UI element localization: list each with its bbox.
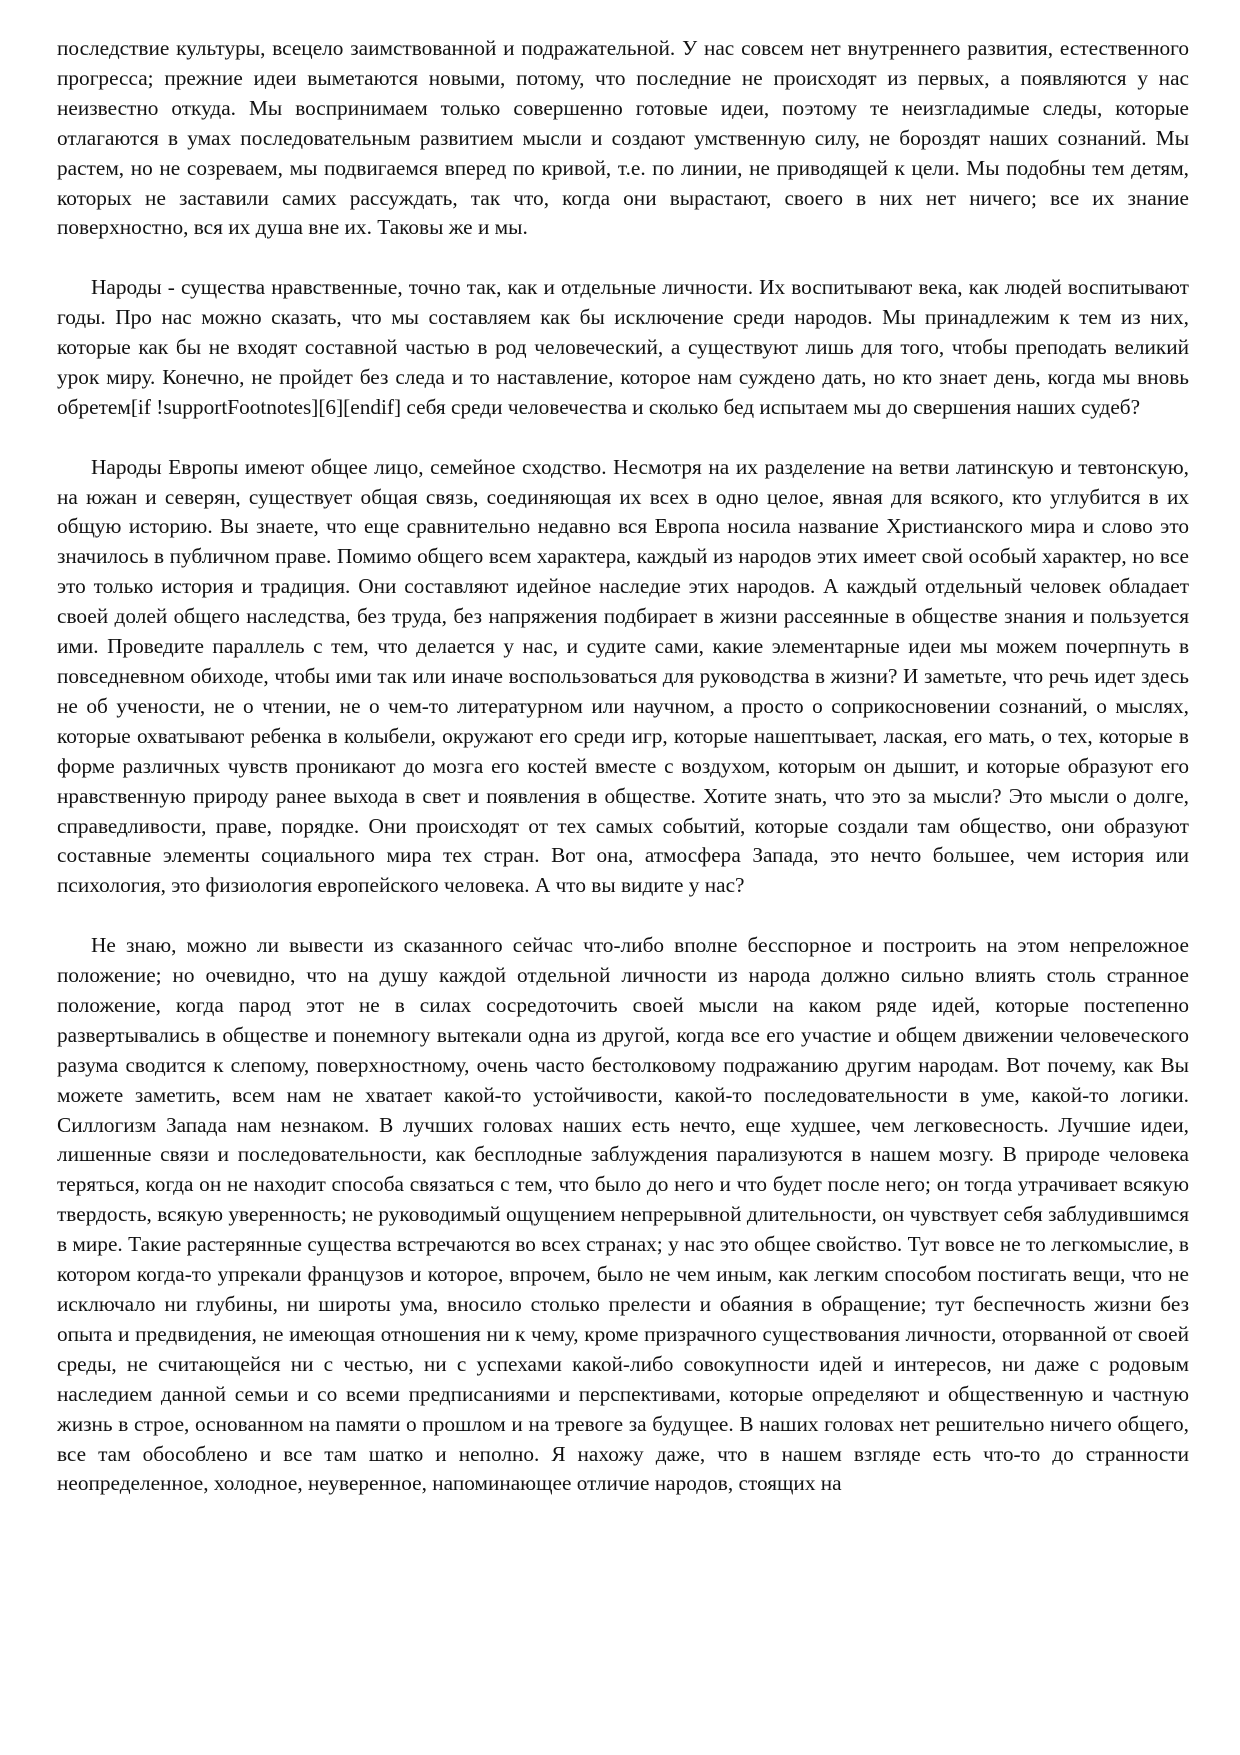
paragraph-peoples-of-europe: Народы Европы имеют общее лицо, семейное сходство. Несмотря на их разделение на ветви латинскую и тевтонскую, на южан и северян, существует общая связь, соединяющая их всех в одно целое, явная для всякого, кто углубится в их общую историю. Вы знаете, что еще сравнительно недавно вся Европа носила название Христианского мира и слово это значилось в публичном праве. Помимо общего всем характера, каждый из народов этих имеет свой особый характер, но все это только история и традиция. Они составляют идейное наследие этих народов. А каждый отдельный человек обладает своей долей общего наследства, без труда, без напряжения подбирает в жизни рассеянные в обществе знания и пользуется ими. Проведите параллель с тем, что делается у нас, и судите сами, какие элементарные идеи мы можем почерпнуть в повседневном обиходе, чтобы ими так или иначе воспользоваться для руководства в жизни? И заметьте, что речь идет здесь не об учености, не о чтении, не о чем-то литературном или научном, а просто о соприкосновении сознаний, о мыслях, которые охватывают ребенка в колыбели, окружают его среди игр, которые нашептывает, лаская, его мать, о тех, которые в форме различных чувств проникают до мозга его костей вместе с воздухом, которым он дышит, и которые образуют его нравственную природу ранее выхода в свет и появления в обществе. Хотите знать, что это за мысли? Это мысли о долге, справедливости, праве, порядке. Они происходят от тех самых событий, которые создали там общество, они образуют составные элементы социального мира тех стран. Вот она, атмосфера Запада, это нечто большее, чем история или психология, это физиология европейского человека. А что вы видите у нас? [57,454,1189,898]
paragraph-continuation: последствие культуры, всецело заимствованной и подражательной. У нас совсем нет внутреннего развития, естественного прогресса; прежние идеи выметаются новыми, потому, что последние не происходят из первых, а появляются у нас неизвестно откуда. Мы воспринимаем только совершенно готовые идеи, поэтому те неизгладимые следы, которые отлагаются в умах последовательным развитием мысли и создают умственную силу, не бороздят наших сознаний. Мы растем, но не созреваем, мы подвигаемся вперед по кривой, т.е. по линии, не приводящей к цели. Мы подобны тем детям, которых не заставили самих рассуждать, так что, когда они вырастают, своего в них нет ничего; все их знание поверхностно, вся их душа вне их. Таковы же и мы. [57,36,1189,240]
paragraph-strange-position: Не знаю, можно ли вывести из сказанного сейчас что-либо вполне бесспорное и построить на этом непреложное положение; но очевидно, что на душу каждой отдельной личности из народа должно сильно влиять столь странное положение, когда парод этот не в силах сосредоточить своей мысли на каком ряде идей, которые постепенно развертывались в обществе и понемногу вытекали одна из другой, когда все его участие и общем движении человеческого разума сводится к слепому, поверхностному, очень часто бестолковому подражанию другим народам. Вот почему, как Вы можете заметить, всем нам не хватает какой-то устойчивости, какой-то последовательности в уме, какой-то логики. Силлогизм Запада нам незнаком. В лучших головах наших есть нечто, еще худшее, чем легковесность. Лучшие идеи, лишенные связи и последовательности, как бесплодные заблуждения парализуются в нашем мозгу. В природе человека теряться, когда он не находит способа связаться с тем, что было до него и что будет после него; он тогда утрачивает всякую твердость, всякую уверенность; не руководимый ощущением непрерывной длительности, он чувствует себя заблудившимся в мире. Такие растерянные существа встречаются во всех странах; у нас это общее свойство. Тут вовсе не то легкомыслие, в котором когда-то упрекали французов и которое, впрочем, было не чем иным, как легким способом постигать вещи, что не исключало ни глубины, ни широты ума, вносило столько прелести и обаяния в обращение; тут беспечность жизни без опыта и предвидения, не имеющая отношения ни к чему, кроме призрачного существования личности, оторванной от своей среды, не считающейся ни с честью, ни с успехами какой-либо совокупности идей и интересов, ни даже с родовым наследием данной семьи и со всеми предписаниями и перспективами, которые определяют и общественную и частную жизнь в строе, основанном на памяти о прошлом и на тревоге за будущее. В наших головах нет решительно ничего общего, все там обособлено и все там шатко и неполно. Я нахожу даже, что в нашем взгляде есть что-то до странности неопределенное, холодное, неуверенное, напоминающее отличие народов, стоящих на [57,933,1189,1496]
paragraph-nations-moral-beings: Народы - существа нравственные, точно так, как и отдельные личности. Их воспитывают века, как людей воспитывают годы. Про нас можно сказать, что мы составляем как бы исключение среди народов. Мы принадлежим к тем из них, которые как бы не входят составной частью в род человеческий, а существуют лишь для того, чтобы преподать великий урок миру. Конечно, не пройдет без следа и то наставление, которое нам суждено дать, но кто знает день, когда мы вновь обретем[if !supportFootnotes][6][endif] себя среди человечества и сколько бед испытаем мы до свершения наших судеб? [57,275,1189,419]
document-page [57,34,1189,1499]
